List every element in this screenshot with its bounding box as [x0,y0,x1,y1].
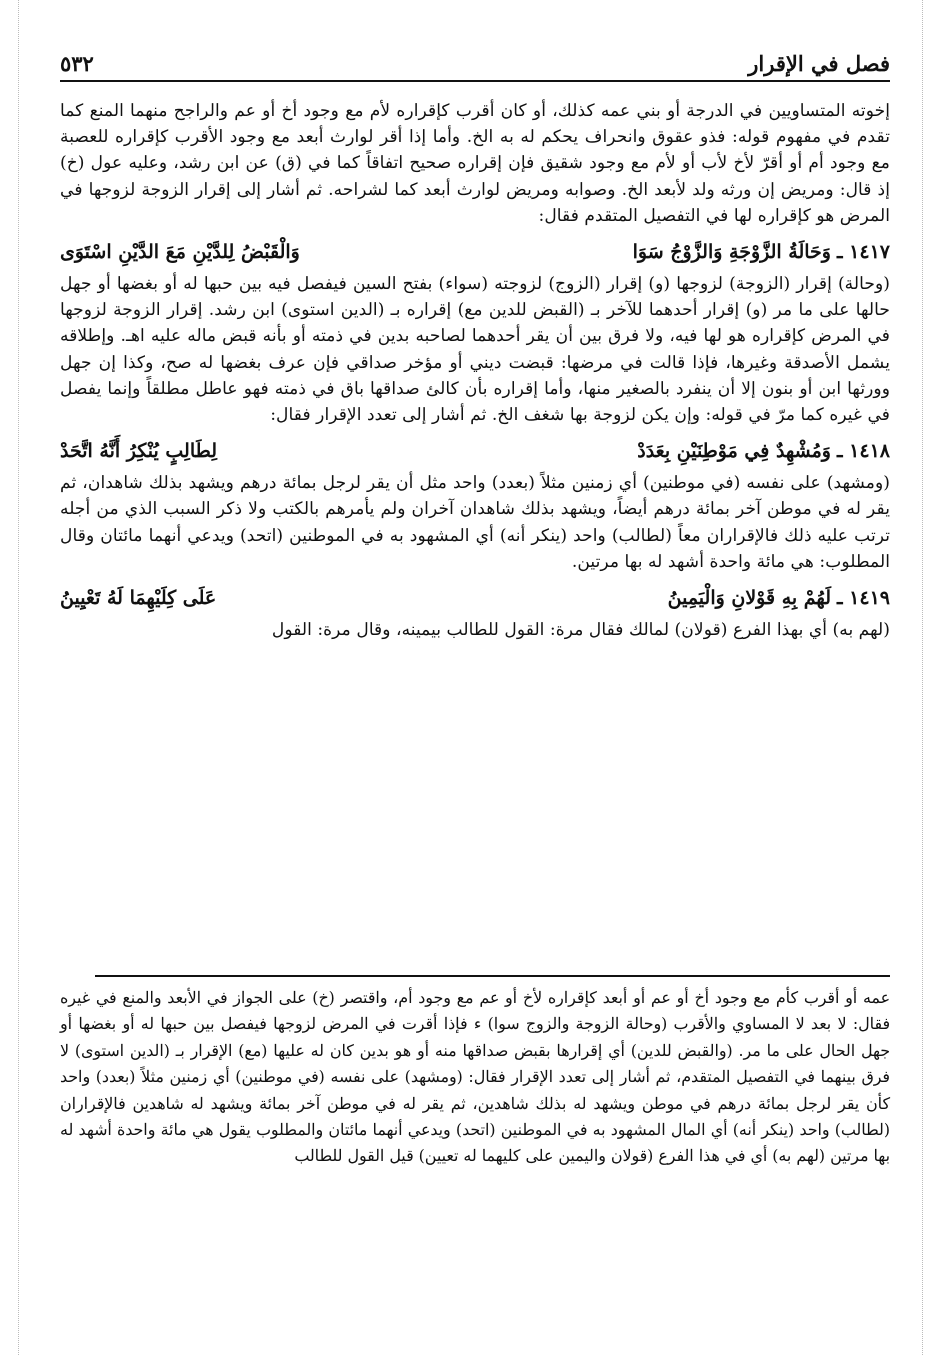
footnote-separator [95,975,890,977]
verse-1417-second-hemistich: وَالْقَبْضُ لِلدَّيْنِ مَعَ الدَّيْنِ اسْتَوَى [60,241,300,264]
paragraph-4: (لهم به) أي بهذا الفرع (قولان) لمالك فقال مرة: القول للطالب بيمينه، وقال مرة: القول [271,620,890,641]
running-title: فصل في الإقرار [748,51,890,76]
footnote-text: عمه أو أقرب كأم مع وجود أخ أو عم أو أبعد كإقراره لأخ أو عم مع وجود أم، واقتصر (خ) على الجواز في الأبعد والمنع في غيره فقال: لا بعد لا المساوي والأقرب (وحالة الزوجة والزوج سوا) ء فإذا أقرت في المرض لزوجها فيفصل بين حبها له أو بغضها أو جهل الحال على ما مر. (والقبض للدين) أي إقرارها بقبض صداقها منه أو هو بدين كان له عليها (مع) الإقرار بـ (الدين استوى) لا فرق بينهما في التفصيل المتقدم، ثم أشار إلى تعدد الإقرار فقال: (ومشهد) على نفسه (في موطنين) أي زمنين مثلاً (بعدد) واحد كأن يقر لرجل بمائة درهم في موطن ويشهد له بذلك شاهدين، ثم يقر له في موطن آخر بمائة ويشهد له شاهدين فالإقراران (لطالب) واحد (ينكر أنه) أي المال المشهود به في الموطنين (اتحد) ويدعي أنهما مائتان والمطلوب يقول هي مائة واحدة أشهد له بها مرتين (لهم به) أي في هذا الفرع (قولان واليمين على كليهما له تعيين) قيل القول للطالب [60,988,890,1166]
main-text [60,98,890,643]
page-number: ٥٣٢ [60,51,94,76]
verse-1419-second-hemistich: عَلَى كِلَيْهِمَا لَهُ تَعْيِينُ [60,587,217,610]
page-header [60,40,890,82]
paragraph-1: إخوته المتساويين في الدرجة أو بني عمه كذلك، أو كان أقرب كإقراره لأم مع وجود أخ أو عم والراجح منهما المنع كما تقدم في مفهوم قوله: فذو عقوق وانحراف يحكم له به الخ. وأما إذا أقر لوارث أبعد مع وجود الأقرب كإقراره للعصبة مع وجود أم أو أقرّ لأخ لأب أو لأم مع وجود شقيق فإن إقراره صحيح اتفاقاً كما في (ق) عن ابن رشد، وعليه عول (خ) إذ قال: ومريض إن ورثه ولد لأبعد الخ. وصوابه ومريض لوارث أبعد كما لشراحه. ثم أشار إلى إقرار الزوجة لزوجها في المرض هو كإقراره لها في التفصيل المتقدم فقال: [60,101,890,226]
scan-border-left [18,0,19,1355]
verse-1418 [60,436,890,466]
verse-number: ١٤١٧ ـ [836,241,890,264]
verse-1417-text-a: وَحَالَةُ الزَّوْجَةِ وَالزَّوْجُ سَوَا [632,241,831,264]
verse-1417-first-hemistich [633,237,890,267]
verse-1419-text-a: لَهُمْ بِهِ قَوْلانِ وَالْيَمِينُ [667,587,831,610]
verse-1418-second-hemistich: لِطَالِبٍ يُنْكِرُ أَنَّهُ اتَّحَدْ [60,440,218,463]
footnotes [60,985,890,1170]
verse-1419-first-hemistich [668,583,890,613]
verse-1418-first-hemistich [637,436,890,466]
scan-border-right [922,0,923,1355]
paragraph-3: (ومشهد) على نفسه (في موطنين) أي زمنين مثلاً (بعدد) واحد مثل أن يقر لرجل بمائة درهم ويشهد بذلك شاهدان، ثم يقر له في موطن آخر بمائة درهم أيضاً، ويشهد بذلك شاهدان آخران ولم يأمرهم بالكتب ولا ذكر السبب الذي من أجله ترتب عليه ذلك فالإقراران معاً (لطالب) واحد (ينكر أنه) أي المشهود به في الموطنين (اتحد) ويدعي أنهما مائتان وقال المطلوب: هي مائة واحدة أشهد له بها مرتين. [60,473,890,572]
verse-number: ١٤١٩ ـ [836,587,890,610]
verse-1419 [60,583,890,613]
verse-1418-text-a: وَمُشْهِدٌ فِي مَوْطِنَيْنِ بِعَدَدْ [637,440,831,463]
verse-number: ١٤١٨ ـ [836,440,890,463]
paragraph-2: (وحالة) إقرار (الزوجة) لزوجها (و) إقرار (الزوج) لزوجته (سواء) بفتح السين فيفصل فيه بين حبها له أو بغضها أو جهل حالها على ما مر (و) إقرار أحدهما للآخر بـ (القبض للدين مع) إقراره بـ (الدين استوى) ابن رشد. إقرار الزوجة لزوجها في المرض كإقراره هو لها فيه، ولا فرق بين أن يقر أحدهما لصاحبه بدين في ذمته أو بأنه قبض ماله عليه اهـ. وإطلاقه يشمل الأصدقة وغيرها، فإذا قالت في مرضها: قبضت ديني أو مؤخر صداقي فإن عرف بغضها له صح، وكذا إن جهل وورثها ابن أو بنون إلا أن ينفرد بالصغير منها، وأما إقراره بأن كالئ صداقها باق في ذمته فهو عاطل مطلقاً وإنما يفصل في غيره كما مرّ في قوله: وإن يكن لزوجة بها شغف الخ. ثم أشار إلى تعدد الإقرار فقال: [60,274,891,426]
verse-1417 [60,237,890,267]
